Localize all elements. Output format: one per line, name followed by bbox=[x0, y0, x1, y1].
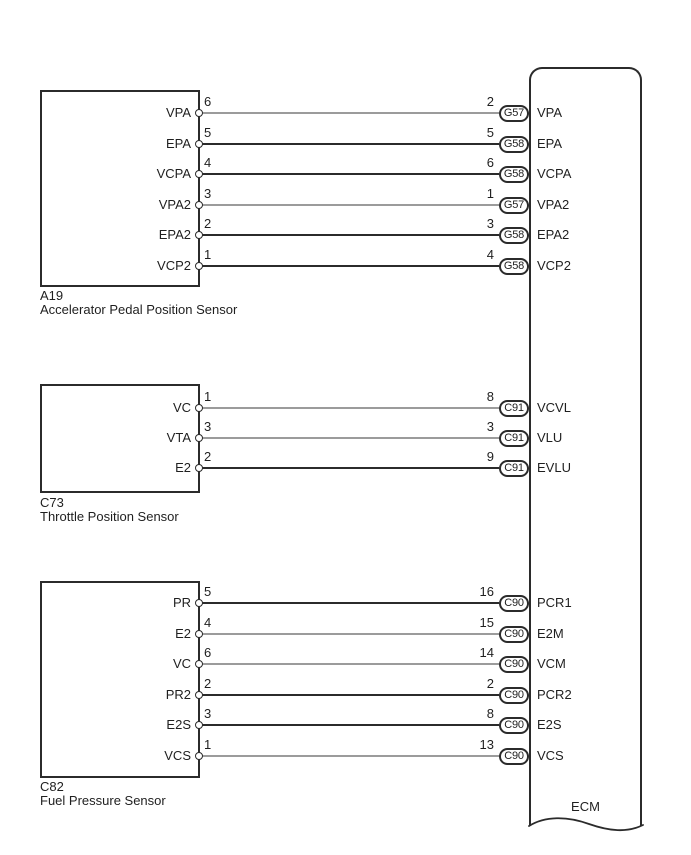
ecm-pin-number: 8 bbox=[486, 389, 494, 404]
ecm-pin-number: 8 bbox=[486, 706, 494, 721]
ecm-pin-number: 16 bbox=[479, 584, 494, 599]
sensor-pin-label: VCP2 bbox=[157, 258, 191, 273]
ecm-pin-number: 3 bbox=[486, 216, 494, 231]
ecm-signal-label: VPA bbox=[537, 105, 563, 120]
pin-terminal-dot bbox=[195, 140, 203, 148]
ecm-pin-number: 6 bbox=[486, 155, 494, 170]
pin-terminal-dot bbox=[195, 721, 203, 729]
sensor-pin-label: VC bbox=[172, 656, 191, 671]
sensor-pin-label: VTA bbox=[166, 430, 191, 445]
sensor-name: Accelerator Pedal Position Sensor bbox=[40, 302, 238, 317]
sensor-pin-number: 4 bbox=[204, 155, 212, 170]
sensor-name: Throttle Position Sensor bbox=[40, 509, 179, 524]
ecm-connector-badge: C90 bbox=[499, 717, 529, 734]
sensor-code: C82 bbox=[40, 779, 64, 794]
ecm-pin-number: 5 bbox=[486, 125, 494, 140]
ecm-signal-label: PCR2 bbox=[537, 687, 572, 702]
ecm-connector-badge: G57 bbox=[499, 197, 529, 214]
pin-terminal-dot bbox=[195, 599, 203, 607]
ecm-pin-number: 15 bbox=[479, 615, 494, 630]
ecm-connector-badge: C90 bbox=[499, 687, 529, 704]
ecm-signal-label: VPA2 bbox=[537, 197, 570, 212]
sensor-pin-number: 2 bbox=[204, 449, 212, 464]
sensor-pin-number: 6 bbox=[204, 94, 212, 109]
sensor-pin-number: 2 bbox=[204, 676, 212, 691]
ecm-connector-badge: G58 bbox=[499, 258, 529, 275]
ecm-connector-badge: G58 bbox=[499, 136, 529, 153]
ecm-signal-label: VCVL bbox=[537, 400, 571, 415]
pin-terminal-dot bbox=[195, 231, 203, 239]
ecm-pin-number: 2 bbox=[486, 676, 494, 691]
sensor-pin-number: 5 bbox=[204, 584, 212, 599]
pin-terminal-dot bbox=[195, 752, 203, 760]
ecm-label: ECM bbox=[571, 799, 600, 814]
sensor-pin-label: E2 bbox=[175, 626, 191, 641]
pin-terminal-dot bbox=[195, 404, 203, 412]
sensor-pin-label: PR bbox=[172, 595, 191, 610]
sensor-pin-label: E2S bbox=[166, 717, 191, 732]
sensor-pin-number: 3 bbox=[204, 186, 212, 201]
ecm-pin-number: 13 bbox=[479, 737, 494, 752]
sensor-pin-number: 6 bbox=[204, 645, 212, 660]
ecm-signal-label: E2S bbox=[537, 717, 562, 732]
ecm-signal-label: VCPA bbox=[537, 166, 572, 181]
sensor-name: Fuel Pressure Sensor bbox=[40, 793, 166, 808]
ecm-connector-badge: C90 bbox=[499, 748, 529, 765]
ecm-connector-badge: C91 bbox=[499, 400, 529, 417]
ecm-pin-number: 14 bbox=[479, 645, 494, 660]
sensor-pin-number: 5 bbox=[204, 125, 212, 140]
ecm-signal-label: EPA bbox=[537, 136, 563, 151]
sensor-pin-number: 3 bbox=[204, 419, 212, 434]
sensor-pin-number: 1 bbox=[204, 247, 212, 262]
sensor-pin-label: VPA bbox=[165, 105, 191, 120]
ecm-signal-label: VCM bbox=[537, 656, 566, 671]
ecm-connector-badge: G57 bbox=[499, 105, 529, 122]
sensor-pin-label: E2 bbox=[175, 460, 191, 475]
pin-terminal-dot bbox=[195, 262, 203, 270]
sensor-pin-number: 3 bbox=[204, 706, 212, 721]
ecm-pin-number: 2 bbox=[486, 94, 494, 109]
ecm-connector-badge: C91 bbox=[499, 430, 529, 447]
ecm-signal-label: PCR1 bbox=[537, 595, 572, 610]
sensor-pin-label: VCPA bbox=[156, 166, 191, 181]
ecm-connector-badge: C90 bbox=[499, 595, 529, 612]
ecm-pin-number: 1 bbox=[486, 186, 494, 201]
ecm-pin-number: 9 bbox=[486, 449, 494, 464]
pin-terminal-dot bbox=[195, 660, 203, 668]
sensor-pin-label: VC bbox=[172, 400, 191, 415]
sensor-pin-number: 1 bbox=[204, 737, 212, 752]
ecm-signal-label: VLU bbox=[537, 430, 563, 445]
wire bbox=[200, 755, 499, 757]
ecm-connector-badge: C90 bbox=[499, 656, 529, 673]
pin-terminal-dot bbox=[195, 434, 203, 442]
ecm-signal-label: EVLU bbox=[537, 460, 571, 475]
sensor-pin-label: VCS bbox=[164, 748, 191, 763]
sensor-pin-number: 4 bbox=[204, 615, 212, 630]
pin-terminal-dot bbox=[195, 630, 203, 638]
pin-terminal-dot bbox=[195, 170, 203, 178]
ecm-pin-number: 3 bbox=[486, 419, 494, 434]
sensor-pin-label: VPA2 bbox=[158, 197, 191, 212]
ecm-connector-badge: G58 bbox=[499, 227, 529, 244]
sensor-code: A19 bbox=[40, 288, 64, 303]
pin-terminal-dot bbox=[195, 109, 203, 117]
ecm-signal-label: EPA2 bbox=[537, 227, 570, 242]
ecm-connector-badge: G58 bbox=[499, 166, 529, 183]
sensor-pin-label: PR2 bbox=[165, 687, 191, 702]
pin-terminal-dot bbox=[195, 464, 203, 472]
ecm-signal-label: VCP2 bbox=[537, 258, 571, 273]
sensor-pin-number: 1 bbox=[204, 389, 212, 404]
pin-terminal-dot bbox=[195, 201, 203, 209]
sensor-code: C73 bbox=[40, 495, 64, 510]
ecm-connector-badge: C90 bbox=[499, 626, 529, 643]
ecm-signal-label: E2M bbox=[537, 626, 564, 641]
sensor-pin-label: EPA bbox=[165, 136, 191, 151]
ecm-pin-number: 4 bbox=[486, 247, 494, 262]
ecm-signal-label: VCS bbox=[537, 748, 564, 763]
ecm-connector-badge: C91 bbox=[499, 460, 529, 477]
sensor-pin-label: EPA2 bbox=[158, 227, 191, 242]
sensor-pin-number: 2 bbox=[204, 216, 212, 231]
pin-terminal-dot bbox=[195, 691, 203, 699]
